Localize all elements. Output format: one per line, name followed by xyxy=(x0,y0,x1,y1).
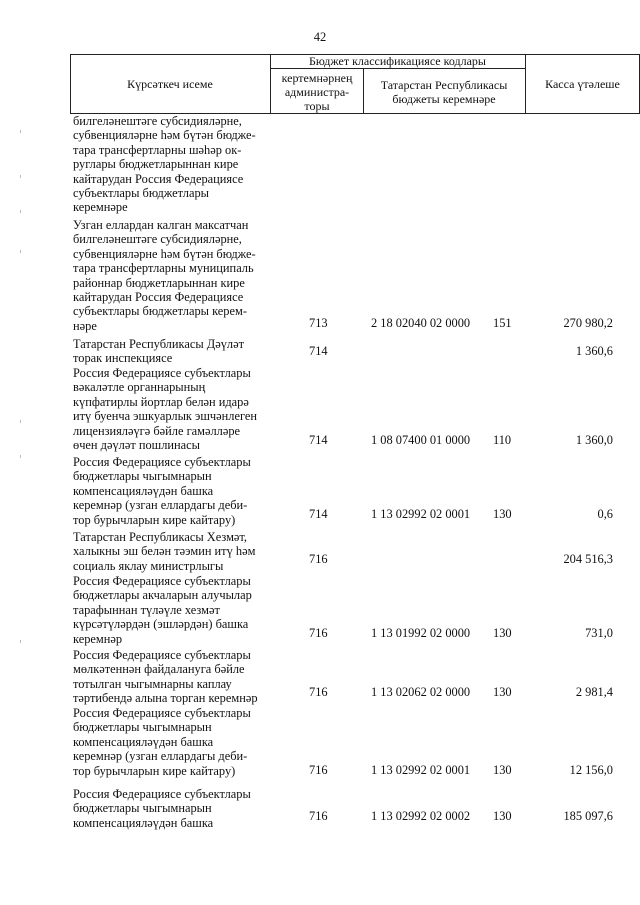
row-classification-code: 2 18 02040 02 0000 xyxy=(371,316,471,330)
row-classification-code: 1 13 02062 02 0000 xyxy=(371,685,471,699)
row-name: Россия Федерациясе субъектлары мөлкәтеннән файдалануга бәйле тотылган чыгымнарны каплау тәртибендә алына торган керемнәр xyxy=(73,648,258,706)
row-name: Татарстан Республикасы Дәүләт торак инспекциясе xyxy=(73,337,244,366)
header-budget-class-codes: Бюджет классификациясе кодлары xyxy=(309,54,486,68)
row-amount: 2 981,4 xyxy=(575,685,613,699)
row-name: Россия Федерациясе субъектлары бюджетлары чыгымнарын компенсацияләүдән башка керемнәр (узган еллардагы деби- тор бурычларын кире кайтару) xyxy=(73,455,251,527)
row-amount: 185 097,6 xyxy=(563,809,613,823)
row-name: билгеләнештәге субсидияләрне, субвенцияләрне һәм бүтән бюдже- тара трансфертларны шәһәр ок- руглары бюджетларыннан кире кайтарудан Россия Федерациясе субъектлары бюджетлары керемнәре xyxy=(73,114,256,215)
row-classification-code: 1 08 07400 01 0000 xyxy=(371,433,471,447)
row-amount: 12 156,0 xyxy=(569,763,613,777)
row-name: Россия Федерациясе субъектлары бюджетлары акчаларын алучылар тарафыннан түләүле хезмәт күрсәтүләрдән (эшләрдән) башка керемнәр xyxy=(73,574,252,646)
header-tatarstan-revenue: Татарстан Республикасы бюджеты керемнәре xyxy=(380,77,508,106)
row-type-code: 130 xyxy=(493,626,512,640)
row-classification-code: 1 13 02992 02 0002 xyxy=(371,809,471,823)
row-type-code: 130 xyxy=(493,763,512,777)
row-admin-code: 716 xyxy=(309,552,328,566)
row-name: Узган еллардан калган максатчан билгеләнештәге субсидияләрне, субвенцияләрне һәм бүтән бюдже- тара трансфертларны муниципаль районнар бюджетларыннан кире кайтарудан Россия Федерациясе субъектлары бюджетлары керем- нәре xyxy=(73,218,256,333)
row-name: Россия Федерациясе субъектлары вәкаләтле органнарының күпфатирлы йортлар белән идарә итү буенча эшкуарлык эшчәнлеген лицензияләүгә бәйле гамәлләре өчен дәүләт пошлинасы xyxy=(73,366,258,453)
row-type-code: 130 xyxy=(493,809,512,823)
row-admin-code: 714 xyxy=(309,344,328,358)
row-name: Татарстан Республикасы Хезмәт, халыкны эш белән тәэмин итү һәм социаль яклау министрлыгы xyxy=(73,530,256,573)
row-amount: 1 360,6 xyxy=(575,344,613,358)
row-type-code: 110 xyxy=(493,433,512,447)
row-admin-code: 716 xyxy=(309,763,328,777)
row-name: Россия Федерациясе субъектлары бюджетлары чыгымнарын компенсацияләүдән башка керемнәр (узган еллардагы деби- тор бурычларын кире кайтару) xyxy=(73,706,251,778)
row-amount: 270 980,2 xyxy=(563,316,613,330)
row-classification-code: 1 13 02992 02 0001 xyxy=(371,507,471,521)
row-amount: 204 516,3 xyxy=(563,552,613,566)
row-admin-code: 714 xyxy=(309,433,328,447)
header-indicator-name: Күрсәткеч исеме xyxy=(127,77,213,91)
row-amount: 1 360,0 xyxy=(575,433,613,447)
row-admin-code: 713 xyxy=(309,316,328,330)
header-cash-execution: Касса үтәлеше xyxy=(545,77,620,91)
row-admin-code: 716 xyxy=(309,685,328,699)
row-admin-code: 714 xyxy=(309,507,328,521)
row-classification-code: 1 13 02992 02 0001 xyxy=(371,763,471,777)
page-number: 42 xyxy=(313,30,327,44)
row-admin-code: 716 xyxy=(309,626,328,640)
row-type-code: 151 xyxy=(493,316,512,330)
row-type-code: 130 xyxy=(493,507,512,521)
row-amount: 0,6 xyxy=(597,507,613,521)
row-admin-code: 716 xyxy=(309,809,328,823)
header-admin: кертемнәрнең администра-торы xyxy=(281,70,353,113)
row-classification-code: 1 13 01992 02 0000 xyxy=(371,626,471,640)
row-type-code: 130 xyxy=(493,685,512,699)
row-amount: 731,0 xyxy=(585,626,613,640)
row-name: Россия Федерациясе субъектлары бюджетлары чыгымнарын компенсацияләүдән башка xyxy=(73,787,251,830)
